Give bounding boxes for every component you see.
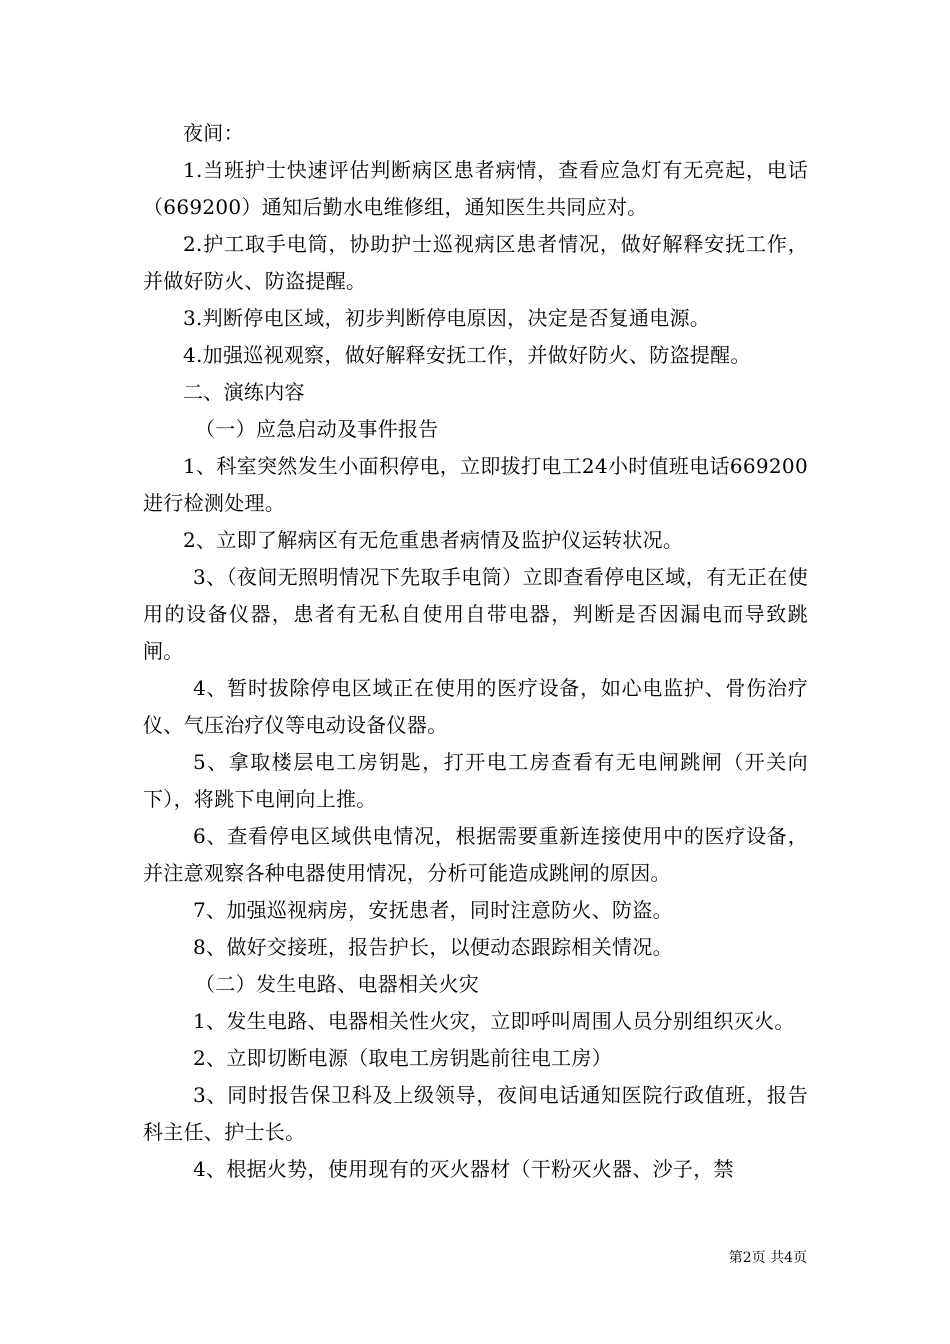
paragraph: 4.加强巡视观察，做好解释安抚工作，并做好防火、防盗提醒。 — [183, 343, 751, 367]
paragraph: 6、查看停电区域供电情况，根据需要重新连接使用中的医疗设备，并注意观察各种电器使用情况，分析可能造成跳闸的原因。 — [143, 824, 808, 885]
paragraph: 1、发生电路、电器相关性火灾，立即呼叫周围人员分别组织灭火。 — [193, 1009, 795, 1033]
document-body — [143, 115, 808, 1188]
paragraph: 2.护工取手电筒，协助护士巡视病区患者情况，做好解释安抚工作，并做好防火、防盗提醒。 — [143, 232, 808, 293]
paragraph: 8、做好交接班，报告护长，以便动态跟踪相关情况。 — [193, 935, 673, 959]
paragraph: 3、同时报告保卫科及上级领导，夜间电话通知医院行政值班，报告科主任、护士长。 — [143, 1083, 808, 1144]
paragraph: 3、（夜间无照明情况下先取手电筒）立即查看停电区域，有无正在使用的设备仪器，患者有无私自使用自带电器，判断是否因漏电而导致跳闸。 — [143, 565, 808, 663]
paragraph: 5、拿取楼层电工房钥匙，打开电工房查看有无电闸跳闸（开关向下），将跳下电闸向上推。 — [143, 750, 808, 811]
paragraph-night-heading: 夜间： — [183, 121, 244, 145]
paragraph: 2、立即切断电源（取电工房钥匙前往电工房） — [193, 1046, 613, 1070]
paragraph: 1.当班护士快速评估判断病区患者病情，查看应急灯有无亮起，电话（669200）通知后勤水电维修组，通知医生共同应对。 — [143, 158, 808, 219]
subsection-heading: （一）应急启动及事件报告 — [195, 417, 439, 441]
paragraph: 7、加强巡视病房，安抚患者，同时注意防火、防盗。 — [193, 898, 673, 922]
paragraph: 2、立即了解病区有无危重患者病情及监护仪运转状况。 — [183, 528, 684, 552]
subsection-heading: （二）发生电路、电器相关火灾 — [195, 972, 480, 996]
paragraph: 1、科室突然发生小面积停电，立即拔打电工24小时值班电话669200进行检测处理。 — [143, 454, 808, 515]
paragraph: 4、根据火势，使用现有的灭火器材（干粉灭火器、沙子，禁 — [193, 1157, 734, 1181]
page-number-footer: 第2页 共4页 — [728, 1250, 807, 1266]
paragraph: 4、暂时拔除停电区域正在使用的医疗设备，如心电监护、骨伤治疗仪、气压治疗仪等电动设备仪器。 — [143, 676, 808, 737]
paragraph: 3.判断停电区域，初步判断停电原因，决定是否复通电源。 — [183, 306, 711, 330]
section-heading: 二、演练内容 — [183, 380, 305, 404]
